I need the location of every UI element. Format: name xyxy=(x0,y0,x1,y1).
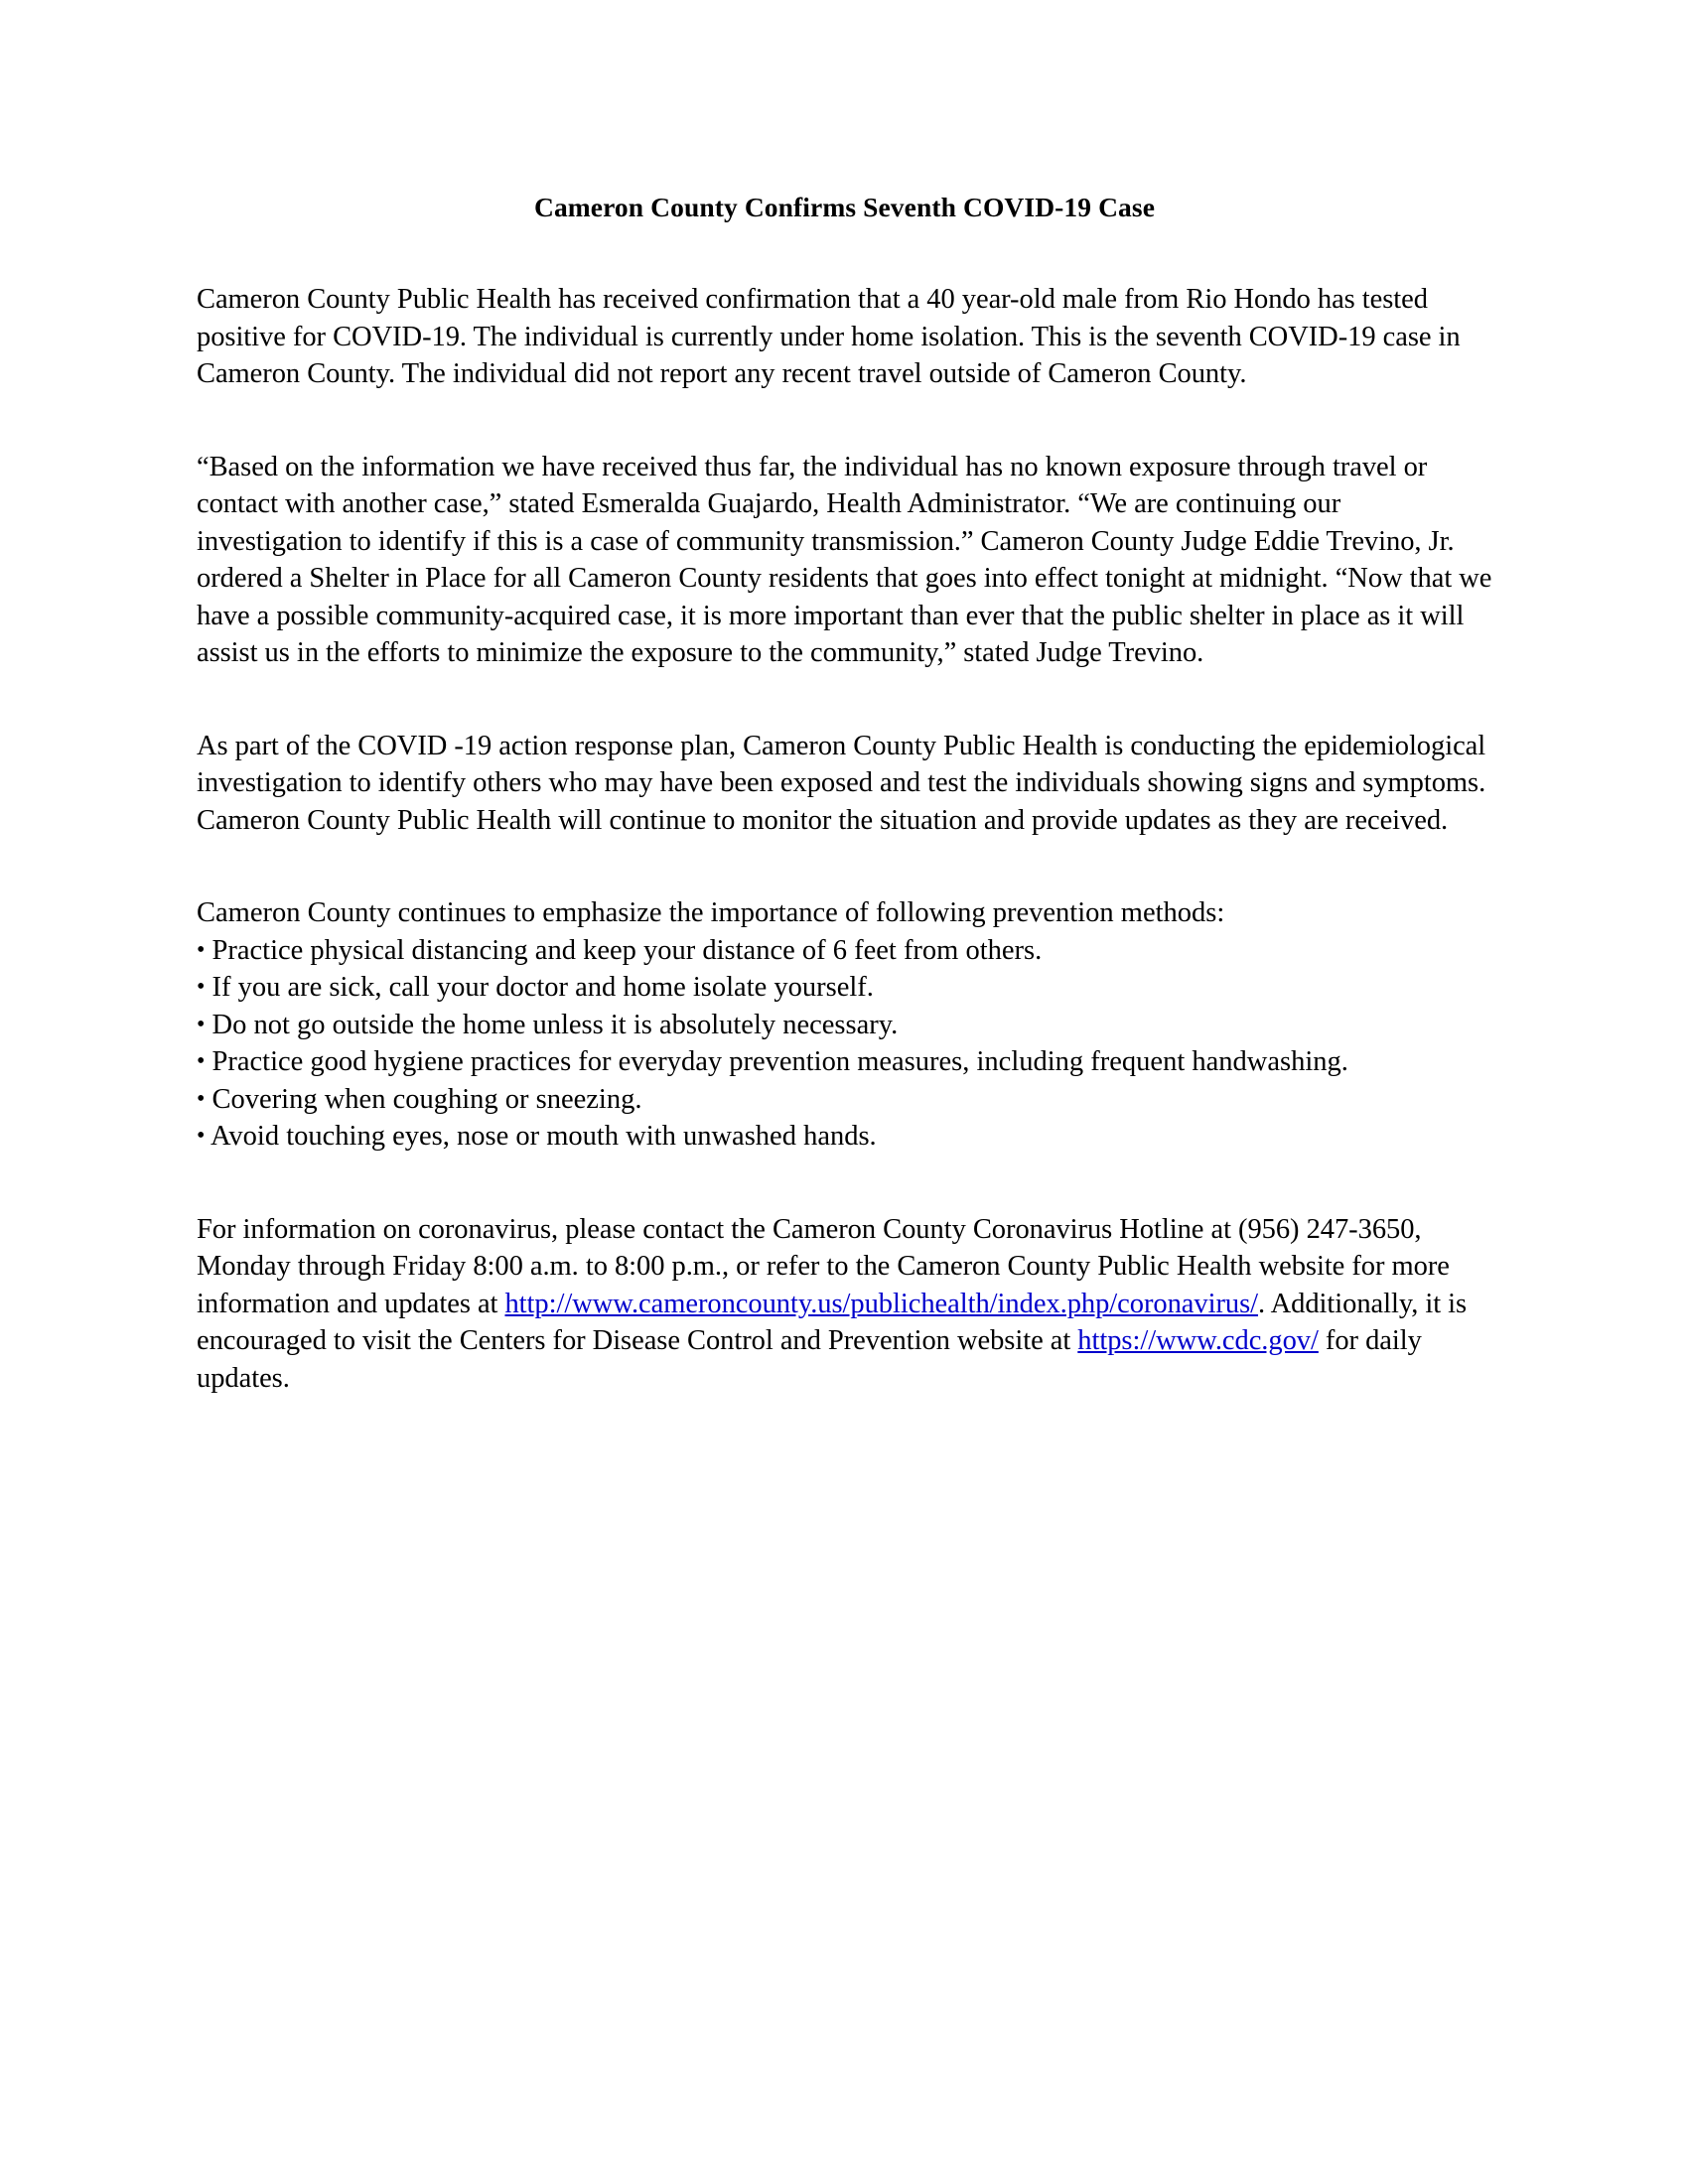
list-item-label: Avoid touching eyes, nose or mouth with unwashed hands. xyxy=(210,1121,877,1152)
bullet-icon: • xyxy=(197,1085,206,1112)
spacer xyxy=(197,225,1492,281)
paragraph-official-statements: “Based on the information we have received thus far, the individual has no known exposure through travel or contact with another case,” stated Esmeralda Guajardo, Health Administrator. “We are continuing our investigation to identify if this is a case of community transmission.” Cameron County Judge Eddie Trevino, Jr. ordered a Shelter in Place for all Cameron County residents that goes into effect tonight at midnight. “Now that we have a possible community-acquired case, it is more important than ever that the public shelter in place as it will assist us in the efforts to minimize the exposure to the community,” stated Judge Trevino. xyxy=(197,451,1492,668)
contact-text-tail: for daily updates. xyxy=(197,1325,1422,1394)
prevention-methods-list xyxy=(197,932,1492,1156)
list-item xyxy=(197,1118,1492,1156)
spacer xyxy=(197,393,1492,449)
bullet-icon: • xyxy=(197,936,206,963)
list-item xyxy=(197,1007,1492,1044)
contact-text-lead: For information on coronavirus, please contact the Cameron County Coronavirus Hotline at (956) 247-3650, Monday through Friday 8:00 a.m. to 8:00 p.m., or refer to the Cameron County Public Health website for more information and updates at xyxy=(197,1213,1450,1319)
document-body xyxy=(197,189,1492,1397)
paragraph-contact-info xyxy=(197,1211,1492,1398)
list-item xyxy=(197,1043,1492,1081)
list-item-label: If you are sick, call your doctor and home isolate yourself. xyxy=(211,972,874,1003)
list-item xyxy=(197,969,1492,1007)
paragraph-response-plan: As part of the COVID -19 action response plan, Cameron County Public Health is conducting the epidemiological investigation to identify others who may have been exposed and test the individuals showing signs and symptoms. Cameron County Public Health will continue to monitor the situation and provide updates as they are received. xyxy=(197,730,1486,836)
contact-text-middle: . Additionally, it is encouraged to visit the Centers for Disease Control and Prevention website at xyxy=(197,1288,1468,1356)
bullet-icon: • xyxy=(197,1011,206,1037)
spacer xyxy=(197,672,1492,728)
bullet-icon: • xyxy=(197,1123,206,1149)
spacer xyxy=(197,839,1492,894)
list-item xyxy=(197,1081,1492,1119)
paragraph-case-summary: Cameron County Public Health has received confirmation that a 40 year-old male from Rio Hondo has tested positive for COVID-19. The individual is currently under home isolation. This is the seventh COVID-19 case in Cameron County. The individual did not report any recent travel outside of Cameron County. xyxy=(197,284,1461,389)
list-item xyxy=(197,932,1492,970)
spacer xyxy=(197,1156,1492,1211)
page-title: Cameron County Confirms Seventh COVID-19 Case xyxy=(533,192,1156,222)
bullet-icon: • xyxy=(197,1048,206,1074)
cameron-county-publichealth-link[interactable]: http://www.cameroncounty.us/publichealth/index.php/coronavirus/ xyxy=(504,1288,1259,1319)
prevention-list-intro: Cameron County continues to emphasize the importance of following prevention methods: xyxy=(197,897,1225,928)
list-item-label: Do not go outside the home unless it is absolutely necessary. xyxy=(211,1009,899,1040)
list-item-label: Covering when coughing or sneezing. xyxy=(211,1083,642,1115)
bullet-icon: • xyxy=(197,974,206,1000)
cdc-website-link[interactable]: https://www.cdc.gov/ xyxy=(1077,1325,1319,1356)
list-item-label: Practice physical distancing and keep your distance of 6 feet from others. xyxy=(211,934,1043,966)
list-item-label: Practice good hygiene practices for everyday prevention measures, including frequent handwashing. xyxy=(211,1046,1348,1077)
